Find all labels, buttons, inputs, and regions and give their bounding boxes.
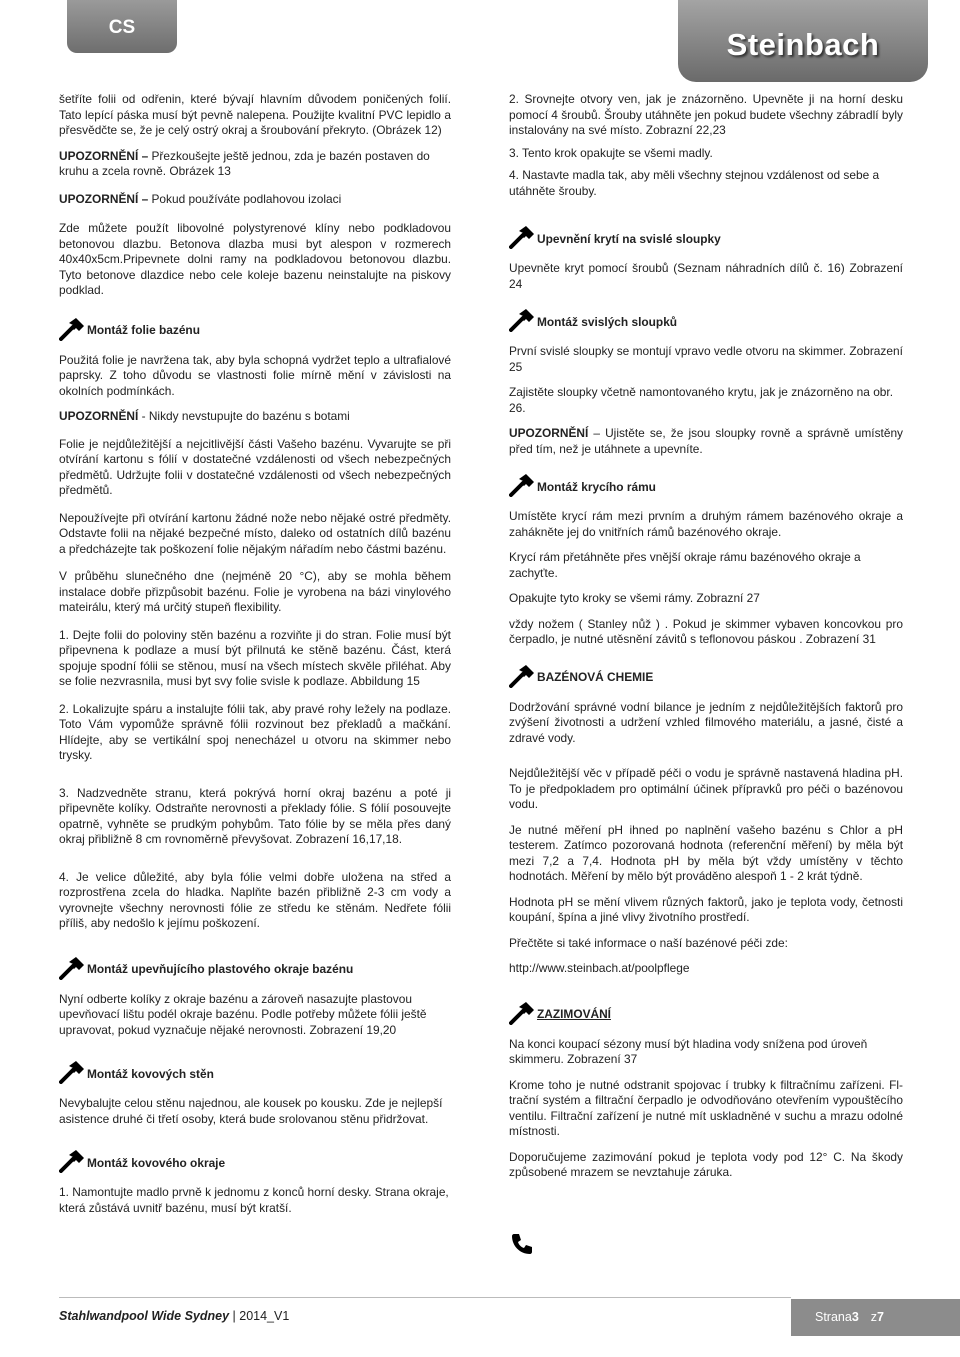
paragraph: Na konci koupací sézony musí být hladina vody snížena pod úroveň skimmeru. Zobrazení 37	[509, 1036, 868, 1066]
section-title: Montáž upevňujícího plastového okraje bazénu	[87, 962, 354, 976]
section-heading	[509, 308, 903, 332]
right-column	[509, 92, 903, 1261]
paragraph: Doporučujeme zazimování pokud je teplota vody pod 12° C. Na škody způsobené mrazem se nevztahuje záruka.	[509, 1149, 903, 1179]
paragraph: První svislé sloupky se montují vpravo vedle otvoru na skimmer. Zobrazení 25	[509, 344, 903, 374]
paragraph: šetříte folii od odřenin, které bývají hlavním důvodem poničených folií. Tato lepící páska musí být pevně nalepena. Použijte kvalitní PVC lepidlo a přesvědčte se, že je celý ostrý okraj a šroubování překryto. (Obrázek 12)	[59, 92, 451, 137]
page-number: 3	[851, 1310, 859, 1324]
paragraph: 4. Nastavte madla tak, aby měli všechny stejnou vzdálenost od sebe a utáhněte šrouby.	[509, 168, 880, 198]
phone-block	[509, 1231, 903, 1262]
page-of: z	[870, 1310, 878, 1324]
brand-logo: Steinbach	[678, 0, 928, 82]
section-title: Montáž folie bazénu	[87, 323, 200, 337]
section-title: Montáž kovových stěn	[87, 1066, 214, 1081]
paragraph: 2. Lokalizujte spáru a instalujte fólii tak, aby pravé rohy ležely na podlaze. Toto Vám vypomůže správně fólii rozvinout bez překladů a mačkání. Hlídejte, aby se vertikální spoj nenecházel u otvoru na skimmer nebo trysky.	[59, 701, 451, 762]
paragraph: Použitá folie je navržena tak, aby byla schopná vydržet teplo a ultrafialové paprsky. Z toho důvodu se vlastnosti folie mírně mění v závislosti na okolních podmínkách.	[59, 352, 451, 398]
section-title: Montáž kovového okraje	[87, 1155, 226, 1170]
paragraph: 1. Namontujte madlo prvně k jednomu z konců horní desky. Strana okraje, která zůstává uvnitř bazénu, musí být kratší.	[59, 1185, 449, 1215]
paragraph: Krycí rám přetáhněte přes vnější okraje rámu bazénového okraje a zachyťte.	[509, 550, 861, 580]
warning-label: UPOZORNĚNÍ –	[59, 191, 152, 206]
paragraph: V průběhu slunečného dne (nejméně 20 °C), aby se mohla během instalace dobře přizpůsobit bazénu. Folie je vyrobena na bázi vinylového mateirálu, který má určitý stupeň flexibility.	[59, 569, 451, 614]
section-heading	[59, 1060, 451, 1084]
paragraph: 2. Srovnejte otvory ven, jak je znázorněno. Upevněte ji na horní desku pomocí 4 šroubů. Šrouby utáhněte jen pokud budete všechny zábradlí byly instalovány na své místo. Zobrazní 22,23	[509, 92, 903, 137]
hammer-icon	[509, 1001, 535, 1025]
footer-divider	[59, 1297, 791, 1298]
paragraph: 3. Tento krok opakujte se všemi madly.	[509, 145, 713, 160]
section-heading	[59, 1149, 451, 1173]
paragraph: Dodržování správné vodní bilance je jedním z nejdůležitějších faktorů pro zvýšení životnosti a udržení vzhled filmového materiálu, a jasné, čisté a zdravé vody.	[509, 699, 903, 745]
warning	[59, 409, 451, 425]
warning-text: - Nikdy nevstupujte do bazénu s botami	[138, 409, 350, 423]
paragraph: Přečtěte si také informace o naší bazénové péči zde:	[509, 935, 788, 950]
paragraph: Folie je nejdůležitější a nejcitlivější části Vašeho bazénu. Vyvarujte se při otvírání kartonu s fólií v dostatečné vzdálenosti od všech nebezpečných předmětů. Udržujte folii v dostatečné vzdálenosti od všech nebezpečných předmětů.	[59, 436, 451, 497]
warning	[509, 426, 903, 457]
paragraph: Nyní odberte kolíky z okraje bazénu a zároveň nasazujte plastovou upevňovací lištu podél okraje bazénu. Podle potřeby můžete fólii ještě upravovat, pokud vyznačuje nějaké nerovnosti. Zobrazení 19,20	[59, 991, 427, 1037]
section-heading	[509, 473, 903, 497]
paragraph: Nejdůležitější věc v případě péči o vodu je správně nastavená hladina pH. To je předpokladem pro optimální účinek přípravků pro péči o bazénovou vodu.	[509, 766, 903, 811]
page-total: 7	[877, 1310, 884, 1324]
paragraph: Opakujte tyto kroky se všemi rámy. Zobrazní 27	[509, 591, 760, 605]
warning-label: UPOZORNĚNÍ	[509, 426, 589, 440]
page-indicator	[791, 1299, 960, 1336]
hammer-icon	[509, 664, 535, 688]
hammer-icon	[59, 956, 85, 980]
section-heading	[509, 225, 903, 249]
hammer-icon	[59, 1149, 85, 1173]
hammer-icon	[509, 308, 535, 332]
warning-text: – Ujistěte se, že jsou sloupky rovně a správně umístěny před tím, než je utáhnete a upevníte.	[509, 426, 903, 456]
section-title: BAZÉNOVÁ CHEMIE	[537, 670, 654, 684]
paragraph: Nevybalujte celou stěnu najednou, ale kousek po kousku. Zde je nejlepší asistence druhé či třetí osoby, která bude srolovanou stěnu přidržovat.	[59, 1096, 443, 1126]
paragraph: Umístěte krycí rám mezi prvním a druhým rámem bazénového okraje a zahákněte jej do vnitřních rámů bazénového okraje.	[509, 509, 903, 539]
hammer-icon	[509, 225, 535, 249]
paragraph: 1. Dejte folii do poloviny stěn bazénu a rozviňte ji do stran. Folie musí být připevnena k podlaze a musí být přilnutá ke stěně bazénu. Část, která spojuje spodní fólii se stěnou, musí na všech místech skvěle přiléhat. Aby se folie nezvrasnila, musi byt svy folie svisle k podlaze. Abbildung 15	[59, 627, 451, 688]
paragraph: Krome toho je nutné odstranit spojovac í trubky k filtračnímu zařízeni. Fltrační systém a filtrační čerpadlo je odvodňováno otevřením vypouštěcího ventilu. Filtrační zařízení je nutné mít uskladněné v suchu a mrazu odolné místnosti.	[509, 1077, 903, 1138]
product-name: Stahlwandpool Wide Sydney	[59, 1309, 230, 1323]
link-text: http://www.steinbach.at/poolpflege	[509, 961, 690, 975]
paragraph: 3. Nadzvedněte stranu, která pokrývá horní okraj bazénu a poté ji připevněte kolíky. Odstraňte nerovnosti a překlady fólie. S fólií posouvejte opatrně, vyhněte se prudkým pohybům. Tato fólie by se měla přes daný okraj přibližně 8 cm rovnoměrně převyšovat. Zobrazení 16,17,18.	[59, 785, 451, 846]
warning-text: Pokud používáte podlahovou izolaci	[151, 191, 342, 206]
warning	[59, 149, 451, 180]
warning-label: UPOZORNĚNÍ –	[59, 148, 152, 163]
paragraph: Nepoužívejte při otvírání kartonu žádné nože nebo nějaké ostré předměty. Odstavte folii na nějaké bezpečné místo, daleko od ostatních dílů bazénu a předcházejte tak poškození folie nějakým nářadím nebo částmi bazénu.	[59, 510, 451, 556]
paragraph: Hodnota pH se mění vlivem různých faktorů, jako je teplota vody, četnosti koupání, špína a jiné vlivy životního prostředí.	[509, 894, 903, 924]
warning-text: Přezkoušejte ještě jednou, zda je bazén postaven do kruhu a zcela rovně. Obrázek 13	[59, 148, 430, 178]
footer-product	[59, 1309, 289, 1323]
section-heading	[509, 1001, 903, 1025]
section-title: Montáž svislých sloupků	[537, 314, 678, 329]
version: 2014_V1	[239, 1309, 290, 1323]
paragraph: Zajistěte sloupky včetně namontovaného krytu, jak je znázorněno na obr. 26.	[509, 385, 894, 415]
warning-label: UPOZORNĚNÍ	[59, 409, 139, 423]
paragraph: vždy nožem ( Stanley nůž ) . Pokud je skimmer vybaven koncovkou pro čerpadlo, je nutné utěsnění závitů s teflonovou páskou . Zobrazení 31	[509, 616, 903, 646]
section-title: Upevnění krytí na svislé sloupky	[537, 231, 721, 246]
warning	[59, 192, 451, 208]
section-heading	[59, 317, 451, 341]
hammer-icon	[59, 1060, 85, 1084]
footer-separator: |	[229, 1309, 240, 1323]
page-label: Strana	[815, 1310, 852, 1324]
section-title: Montáž krycího rámu	[537, 479, 656, 494]
paragraph: Je nutné měření pH ihned po naplnění vašeho bazénu s Chlor a pH testerem. Zatímco pozorovaná hodnota (referenční měření) by měla být mezi 7,2 a 7,4. Hodnota pH by měla být vždy umístěny v těchto hodnotách. Měření by mělo být prováděno alespoň 1 - 2 krát týdně.	[509, 822, 903, 883]
section-heading	[509, 664, 903, 688]
phone-icon	[509, 1231, 535, 1257]
section-heading	[59, 956, 451, 980]
paragraph: 4. Je velice důležité, aby byla fólie velmi dobře uložena na střed a rozprostřena zcela do hladka. Naplňte bazén přibližně 2-3 cm vody a vyrovnejte všechny nerovnosti fólie ze středu ke stěnám. Nedřete fólii příliš, aby nedošlo k jejímu poškození.	[59, 869, 451, 930]
paragraph: Zde můžete použít libovolné polystyrenové klíny nebo podkladovou betonovou dlazbu. Betonova dlazba musi byt alespon v rozmerech 40x40x5cm.Pripevnete dolni ramy na podkladovou betonovou dlazbu. Tyto betonove dlazdice nebo cele koleje bazenu neinstalujte na piskovy podklad.	[59, 221, 451, 297]
hammer-icon	[509, 473, 535, 497]
hammer-icon	[59, 317, 85, 341]
section-title: ZAZIMOVÁNÍ	[537, 1007, 611, 1021]
left-column	[59, 92, 451, 1223]
paragraph: Upevněte kryt pomocí šroubů (Seznam náhradních dílů č. 16) Zobrazení 24	[509, 261, 903, 291]
language-badge: CS	[67, 0, 177, 53]
